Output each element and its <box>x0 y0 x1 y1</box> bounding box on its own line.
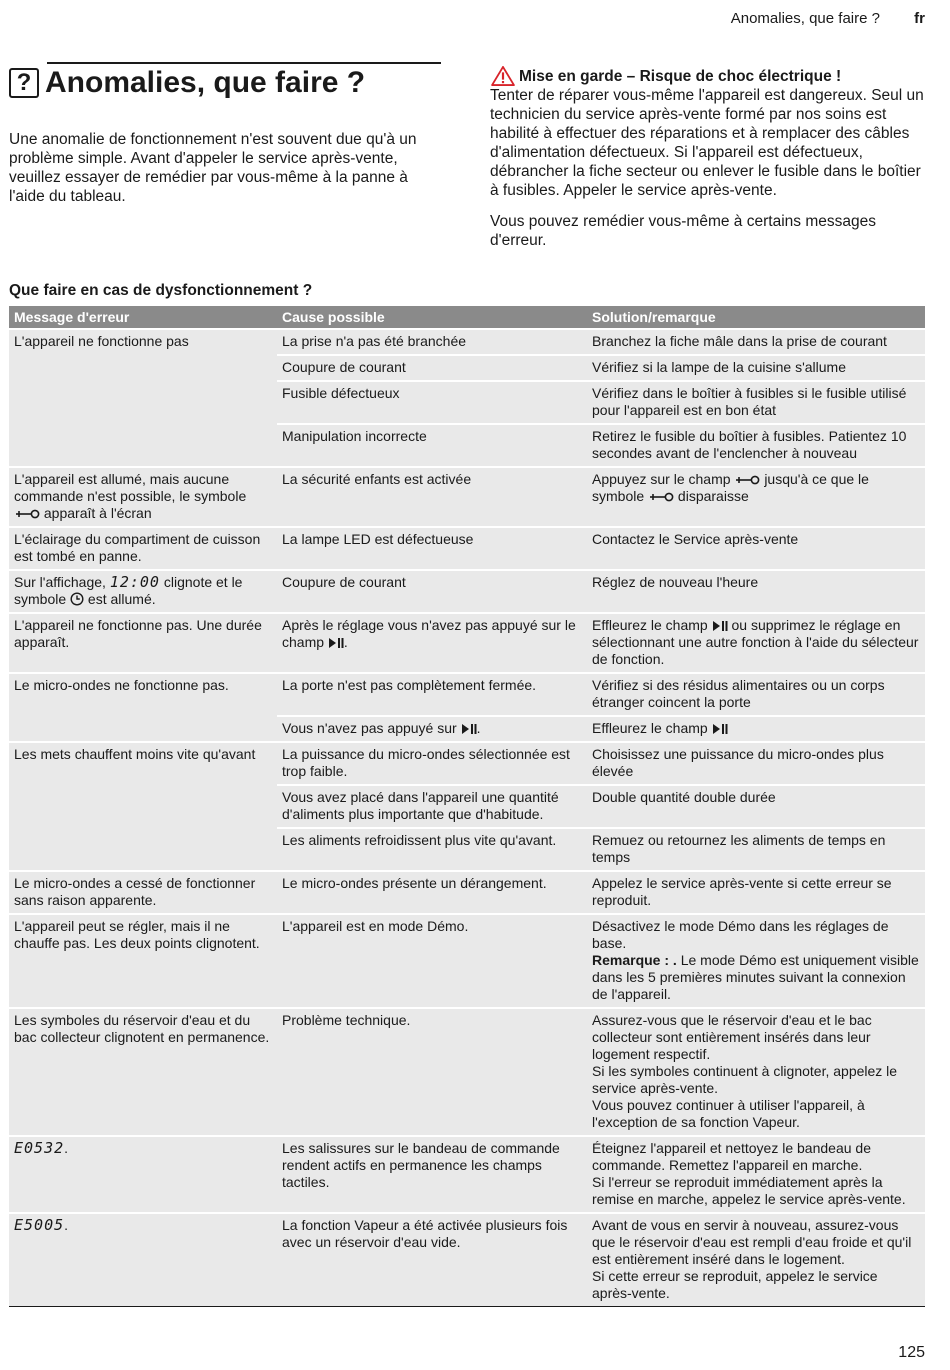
error-message-text: Sur l'affichage, <box>14 574 106 590</box>
table-row <box>9 467 925 527</box>
error-code-end: . <box>64 1217 69 1233</box>
solution-cell: Appelez le service après-vente si cette erreur se reproduit. <box>587 871 925 914</box>
column-header: Solution/remarque <box>587 306 925 329</box>
error-message-cell: Le micro-ondes ne fonctionne pas. <box>9 673 277 742</box>
solution-cell: Vérifiez si la lampe de la cuisine s'allume <box>587 355 925 381</box>
error-message-cell: Les symboles du réservoir d'eau et du bac collecteur clignotent en permanence. <box>9 1008 277 1136</box>
solution-text: Désactivez le mode Démo dans les réglages de base. <box>592 918 889 951</box>
cause-cell: Coupure de courant <box>277 355 587 381</box>
note <box>592 952 920 1003</box>
cause-cell: Le micro-ondes présente un dérangement. <box>277 871 587 914</box>
solution-cell: Double quantité double durée <box>587 785 925 828</box>
cause-cell: La sécurité enfants est activée <box>277 467 587 527</box>
solution-cell: Retirez le fusible du boîtier à fusibles. Patientez 10 secondes avant de l'enclencher à nouveau <box>587 424 925 467</box>
error-message-cell: Le micro-ondes a cessé de fonctionner sans raison apparente. <box>9 871 277 914</box>
table-row <box>9 570 925 613</box>
error-message-cell <box>9 1136 277 1213</box>
page-title: Anomalies, que faire ? <box>45 66 366 99</box>
language-tag: fr <box>914 10 925 27</box>
running-header-title: Anomalies, que faire ? <box>730 10 880 27</box>
cause-cell: La porte n'est pas complètement fermée. <box>277 673 587 716</box>
warning-extra: Vous pouvez remédier vous-même à certains messages d'erreur. <box>490 213 876 249</box>
solution-text: ou supprimez le réglage en sélectionnant une autre fonction à l'aide du sélecteur de fonction. <box>592 617 919 667</box>
warning-column <box>490 66 925 250</box>
solution-text: Appuyez sur le champ <box>592 471 731 487</box>
warning-body: Tenter de réparer vous-même l'appareil est dangereux. Seul un technicien du service après-vente formé par nos soins est habilité à effectuer des réparations et à remplacer des câbles d'alimentation défectueux. Si l'appareil est défectueux, débrancher la fiche secteur ou enlever le fusible dans le boîtier à fusibles. Appeler le service après-vente. <box>490 87 924 199</box>
title-rule <box>47 62 441 64</box>
solution-text: Si cette erreur se reproduit, appelez le service après-vente. <box>592 1268 878 1301</box>
error-message-cell: L'éclairage du compartiment de cuisson est tombé en panne. <box>9 527 277 570</box>
question-mark-icon: ? <box>9 68 39 98</box>
cause-cell: La puissance du micro-ondes sélectionnée est trop faible. <box>277 742 587 785</box>
table-row <box>9 329 925 355</box>
play-pause-icon <box>712 620 728 632</box>
note-label: Remarque : . <box>592 952 677 968</box>
cause-cell: Problème technique. <box>277 1008 587 1136</box>
key-lock-icon <box>14 508 40 520</box>
cause-cell: La prise n'a pas été branchée <box>277 329 587 355</box>
key-lock-icon <box>734 474 760 486</box>
solution-cell <box>587 716 925 742</box>
solution-text: Effleurez le champ <box>592 720 708 736</box>
cause-text-end: . <box>476 720 481 736</box>
running-header <box>731 10 925 27</box>
intro-column <box>9 62 441 206</box>
table-row <box>9 613 925 673</box>
cause-cell: Manipulation incorrecte <box>277 424 587 467</box>
solution-cell <box>587 1136 925 1213</box>
column-header: Cause possible <box>277 306 587 329</box>
error-message-cell <box>9 1213 277 1307</box>
cause-text: Après le réglage vous n'avez pas appuyé sur le champ <box>282 617 576 650</box>
solution-text: Effleurez le champ <box>592 617 708 633</box>
cause-cell <box>277 613 587 673</box>
heading-row <box>9 66 441 100</box>
solution-cell: Vérifiez dans le boîtier à fusibles si le fusible utilisé pour l'appareil est en bon état <box>587 381 925 424</box>
error-message-text-end: apparaît à l'écran <box>43 505 152 521</box>
table-row <box>9 673 925 716</box>
solution-text: Si les symboles continuent à clignoter, appelez le service après-vente. <box>592 1063 898 1096</box>
warning-title: Mise en garde – Risque de choc électrique ! <box>519 67 842 85</box>
cause-cell: Coupure de courant <box>277 570 587 613</box>
cause-cell: La fonction Vapeur a été activée plusieurs fois avec un réservoir d'eau vide. <box>277 1213 587 1307</box>
solution-text: Avant de vous en servir à nouveau, assurez-vous que le réservoir d'eau est rempli d'eau froide et qu'il est entièrement inséré dans le logement. <box>592 1217 912 1267</box>
key-lock-icon <box>648 491 674 503</box>
solution-cell: Réglez de nouveau l'heure <box>587 570 925 613</box>
solution-cell <box>587 467 925 527</box>
cause-cell: L'appareil est en mode Démo. <box>277 914 587 1008</box>
solution-text: Si l'erreur se reproduit immédiatement après la remise en marche, appelez le service après-vente. <box>592 1174 906 1207</box>
page-number: 125 <box>898 1344 925 1361</box>
solution-cell: Choisissez une puissance du micro-ondes plus élevée <box>587 742 925 785</box>
table-row <box>9 527 925 570</box>
play-pause-icon <box>712 723 728 735</box>
table-row <box>9 1213 925 1307</box>
troubleshooting-table <box>9 306 925 1307</box>
solution-cell: Vérifiez si des résidus alimentaires ou un corps étranger coincent la porte <box>587 673 925 716</box>
error-message-cell: L'appareil ne fonctionne pas <box>9 329 277 467</box>
cause-cell: Vous avez placé dans l'appareil une quantité d'aliments plus importante que d'habitude. <box>277 785 587 828</box>
error-code: E5005 <box>14 1216 65 1234</box>
cause-text-end: . <box>343 634 348 650</box>
error-code: E0532 <box>14 1139 65 1157</box>
error-code-end: . <box>64 1140 69 1156</box>
table-row <box>9 742 925 785</box>
solution-text: jusqu'à ce que le symbole <box>592 471 869 504</box>
warning-triangle-icon <box>490 66 516 86</box>
error-message-cell <box>9 467 277 527</box>
cause-cell: La lampe LED est défectueuse <box>277 527 587 570</box>
solution-text: Assurez-vous que le réservoir d'eau et le bac collecteur sont entièrement insérés dans leur logement respectif. <box>592 1012 872 1062</box>
cause-text: Vous n'avez pas appuyé sur <box>282 720 457 736</box>
error-message-text-end: est allumé. <box>87 591 156 607</box>
solution-cell: Remuez ou retournez les aliments de temps en temps <box>587 828 925 871</box>
cause-cell <box>277 716 587 742</box>
solution-cell: Branchez la fiche mâle dans la prise de courant <box>587 329 925 355</box>
solution-cell <box>587 914 925 1008</box>
solution-text: Vous pouvez continuer à utiliser l'appareil, à l'exception de sa fonction Vapeur. <box>592 1097 865 1130</box>
display-readout: 12:00 <box>109 573 160 591</box>
error-message-cell: L'appareil ne fonctionne pas. Une durée apparaît. <box>9 613 277 673</box>
table-row <box>9 914 925 1008</box>
error-message-cell: Les mets chauffent moins vite qu'avant <box>9 742 277 871</box>
play-pause-icon <box>328 637 344 649</box>
table-heading: Que faire en cas de dysfonctionnement ? <box>9 282 313 299</box>
error-message-text: clignote et le symbole <box>14 574 243 607</box>
solution-cell: Contactez le Service après-vente <box>587 527 925 570</box>
table-row <box>9 1008 925 1136</box>
play-pause-icon <box>461 723 477 735</box>
column-header: Message d'erreur <box>9 306 277 329</box>
cause-cell: Les aliments refroidissent plus vite qu'avant. <box>277 828 587 871</box>
table-row <box>9 871 925 914</box>
solution-text: disparaisse <box>677 488 749 504</box>
solution-cell <box>587 1213 925 1307</box>
intro-text: Une anomalie de fonctionnement n'est souvent due qu'à un problème simple. Avant d'appeler le service après-vente, veuillez essayer de remédier par vous-même à la panne à l'aide du tableau. <box>9 131 417 205</box>
error-message-cell <box>9 570 277 613</box>
table-header-row <box>9 306 925 329</box>
warning-heading <box>490 66 925 86</box>
note-text: Le mode Démo est uniquement visible dans les 5 premières minutes suivant la connexion de l'appareil. <box>592 952 919 1002</box>
table-row <box>9 1136 925 1213</box>
error-message-cell: L'appareil peut se régler, mais il ne chauffe pas. Les deux points clignotent. <box>9 914 277 1008</box>
solution-text: Éteignez l'appareil et nettoyez le bandeau de commande. Remettez l'appareil en marche. <box>592 1140 871 1173</box>
solution-cell <box>587 1008 925 1136</box>
solution-cell <box>587 613 925 673</box>
cause-cell: Les salissures sur le bandeau de commande rendent actifs en permanence les champs tactiles. <box>277 1136 587 1213</box>
clock-icon <box>70 592 84 606</box>
error-message-text: L'appareil est allumé, mais aucune commande n'est possible, le symbole <box>14 471 247 504</box>
cause-cell: Fusible défectueux <box>277 381 587 424</box>
